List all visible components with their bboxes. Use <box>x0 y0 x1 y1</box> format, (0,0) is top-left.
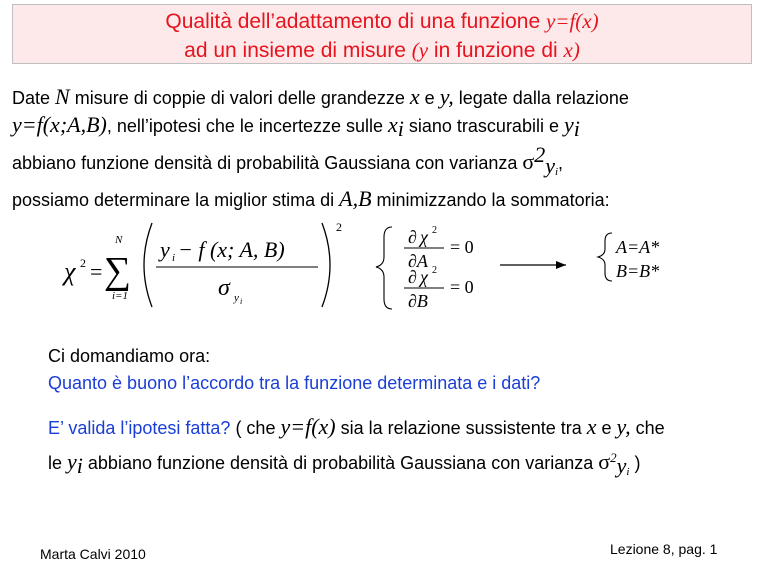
var-yi: y <box>67 449 77 474</box>
result-A: A=A* <box>616 237 660 257</box>
para-line-4 <box>12 186 757 214</box>
subscript: i <box>626 466 630 478</box>
numerator-rest: − f (x; A, B) <box>178 237 285 262</box>
text: e <box>419 88 440 108</box>
text: Date <box>12 88 56 108</box>
subscript: i <box>554 166 559 178</box>
footer-page-number: Lezione 8, pag. 1 <box>610 541 718 557</box>
chi-exponent: 2 <box>80 256 86 270</box>
var-y: y, <box>616 414 631 439</box>
title-var-x: x) <box>563 38 580 62</box>
question-fit-quality: Quanto è buono l’accordo tra la funzione determinata e i dati? <box>48 373 541 393</box>
right-paren <box>322 223 330 307</box>
denominator-sigma: σ <box>218 275 230 301</box>
equals-zero: = 0 <box>450 237 474 257</box>
subscript: i <box>397 115 404 141</box>
text: sia la relazione sussistente tra <box>335 418 587 438</box>
question-hypothesis <box>48 412 763 487</box>
arrow-head-icon <box>556 261 566 269</box>
sigma: σ <box>522 149 535 174</box>
left-brace <box>376 227 392 309</box>
left-paren <box>144 223 152 307</box>
title-text: in funzione di <box>428 39 564 62</box>
text: misure di coppie di valori delle grandezze <box>69 88 410 108</box>
partial-symbol: ∂ <box>408 227 417 247</box>
sum-upper: N <box>115 234 123 246</box>
text: abbiano funzione densità di probabilità Gaussiana con varianza <box>12 153 523 173</box>
sum-lower: i=1 <box>112 290 128 302</box>
result-B: B=B* <box>616 261 660 281</box>
partial-A: ∂A <box>408 251 428 271</box>
chi-symbol: χ <box>420 267 428 287</box>
denominator-i: i <box>240 297 243 306</box>
title-line-1 <box>13 7 751 36</box>
equals-zero: = 0 <box>450 277 474 297</box>
para-line-1 <box>12 84 757 112</box>
partial-B: ∂B <box>408 291 428 311</box>
denominator-y: y <box>234 292 239 304</box>
chi-square-formula <box>0 215 768 335</box>
para-line-2 <box>12 112 757 143</box>
title-text: ad un insieme di misure <box>184 39 412 62</box>
chi-symbol: χ <box>64 257 76 286</box>
text: minimizzando la sommatoria: <box>371 189 610 210</box>
var-yi: y <box>563 111 574 137</box>
text: possiamo determinare la miglior stima di <box>12 189 340 210</box>
sum-symbol: ∑ <box>104 250 132 292</box>
text: che <box>630 418 665 438</box>
text: abbiano funzione densità di probabilità Gaussiana con varianza <box>82 453 599 473</box>
chi-exponent: 2 <box>432 265 437 276</box>
var-x: x <box>409 84 420 109</box>
question-intro: Ci domandiamo ora: <box>48 346 211 366</box>
subscript: i <box>573 115 580 141</box>
subscript: y <box>545 153 555 178</box>
text: E’ valida l’ipotesi fatta? <box>48 418 231 438</box>
var-y: y, <box>439 84 454 109</box>
outer-exponent: 2 <box>336 220 342 234</box>
relation: y=f(x;A,B) <box>12 111 107 137</box>
var-N: N <box>55 84 70 109</box>
text: e <box>596 418 617 438</box>
title-var-y: (y <box>411 38 429 62</box>
q3-line-2 <box>48 443 763 487</box>
slide-title <box>12 4 752 64</box>
superscript: 2 <box>534 142 546 167</box>
text: siano trascurabili e <box>403 115 564 136</box>
var-x: x <box>586 414 597 439</box>
title-line-2 <box>13 36 751 65</box>
text: ) <box>629 453 641 473</box>
numerator-i: i <box>172 252 176 264</box>
text: , nell’ipotesi che le incertezze sulle <box>106 115 388 136</box>
text: legate dalla relazione <box>453 88 629 108</box>
q3-line-1 <box>48 412 763 443</box>
subscript: i <box>76 453 83 478</box>
partial-symbol: ∂ <box>408 267 417 287</box>
footer-author: Marta Calvi 2010 <box>40 546 146 562</box>
sigma: σ <box>598 449 611 474</box>
text: , <box>558 153 564 173</box>
result-brace <box>598 233 612 281</box>
subscript: y <box>616 453 627 478</box>
text: le <box>48 453 68 473</box>
chi-exponent: 2 <box>432 225 437 236</box>
superscript: 2 <box>610 450 617 465</box>
title-text: Qualità dell’adattamento di una funzione <box>165 10 546 33</box>
relation: y=f(x) <box>280 414 336 439</box>
para-line-3 <box>12 142 757 186</box>
equals-sign: = <box>90 259 103 284</box>
text: ( che <box>230 418 281 438</box>
intro-paragraph <box>12 84 757 213</box>
var-AB: A,B <box>339 185 372 211</box>
title-function: y=f(x) <box>545 9 599 33</box>
var-xi: x <box>388 111 398 137</box>
numerator-y: y <box>160 237 170 262</box>
chi-symbol: χ <box>420 227 428 247</box>
